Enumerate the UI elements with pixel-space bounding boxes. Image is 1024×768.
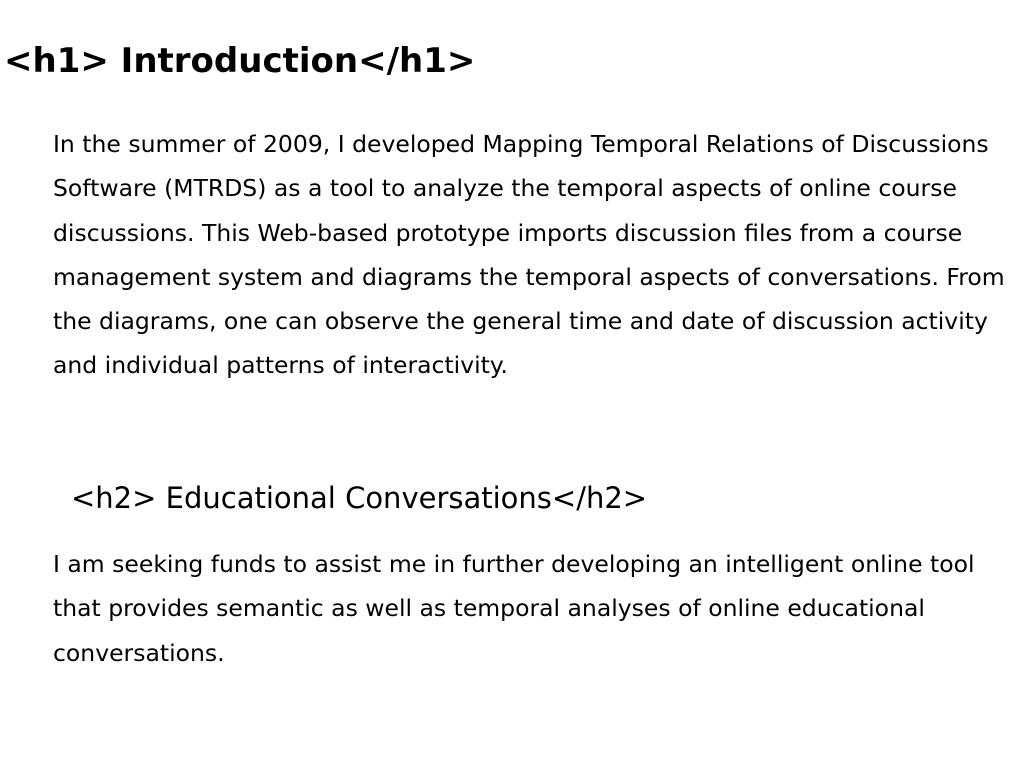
introduction-heading: <h1> Introduction</h1> — [4, 41, 476, 81]
educational-conversations-paragraph: I am seeking funds to assist me in further developing an intelligent online tool that provides semantic as well as temporal analyses of online educational conversations. — [53, 550, 975, 667]
educational-conversations-heading: <h2> Educational Conversations</h2> — [71, 481, 648, 515]
introduction-paragraph: In the summer of 2009, I developed Mapping Temporal Relations of Discussions Software (MTRDS) as a tool to analyze the temporal aspects of online course discussions. This Web-based prototype imports discussion files from a course management system and diagrams the temporal aspects of conversations. From the diagrams, one can observe the general time and date of discussion activity and individual patterns of interactivity. — [53, 130, 1005, 380]
